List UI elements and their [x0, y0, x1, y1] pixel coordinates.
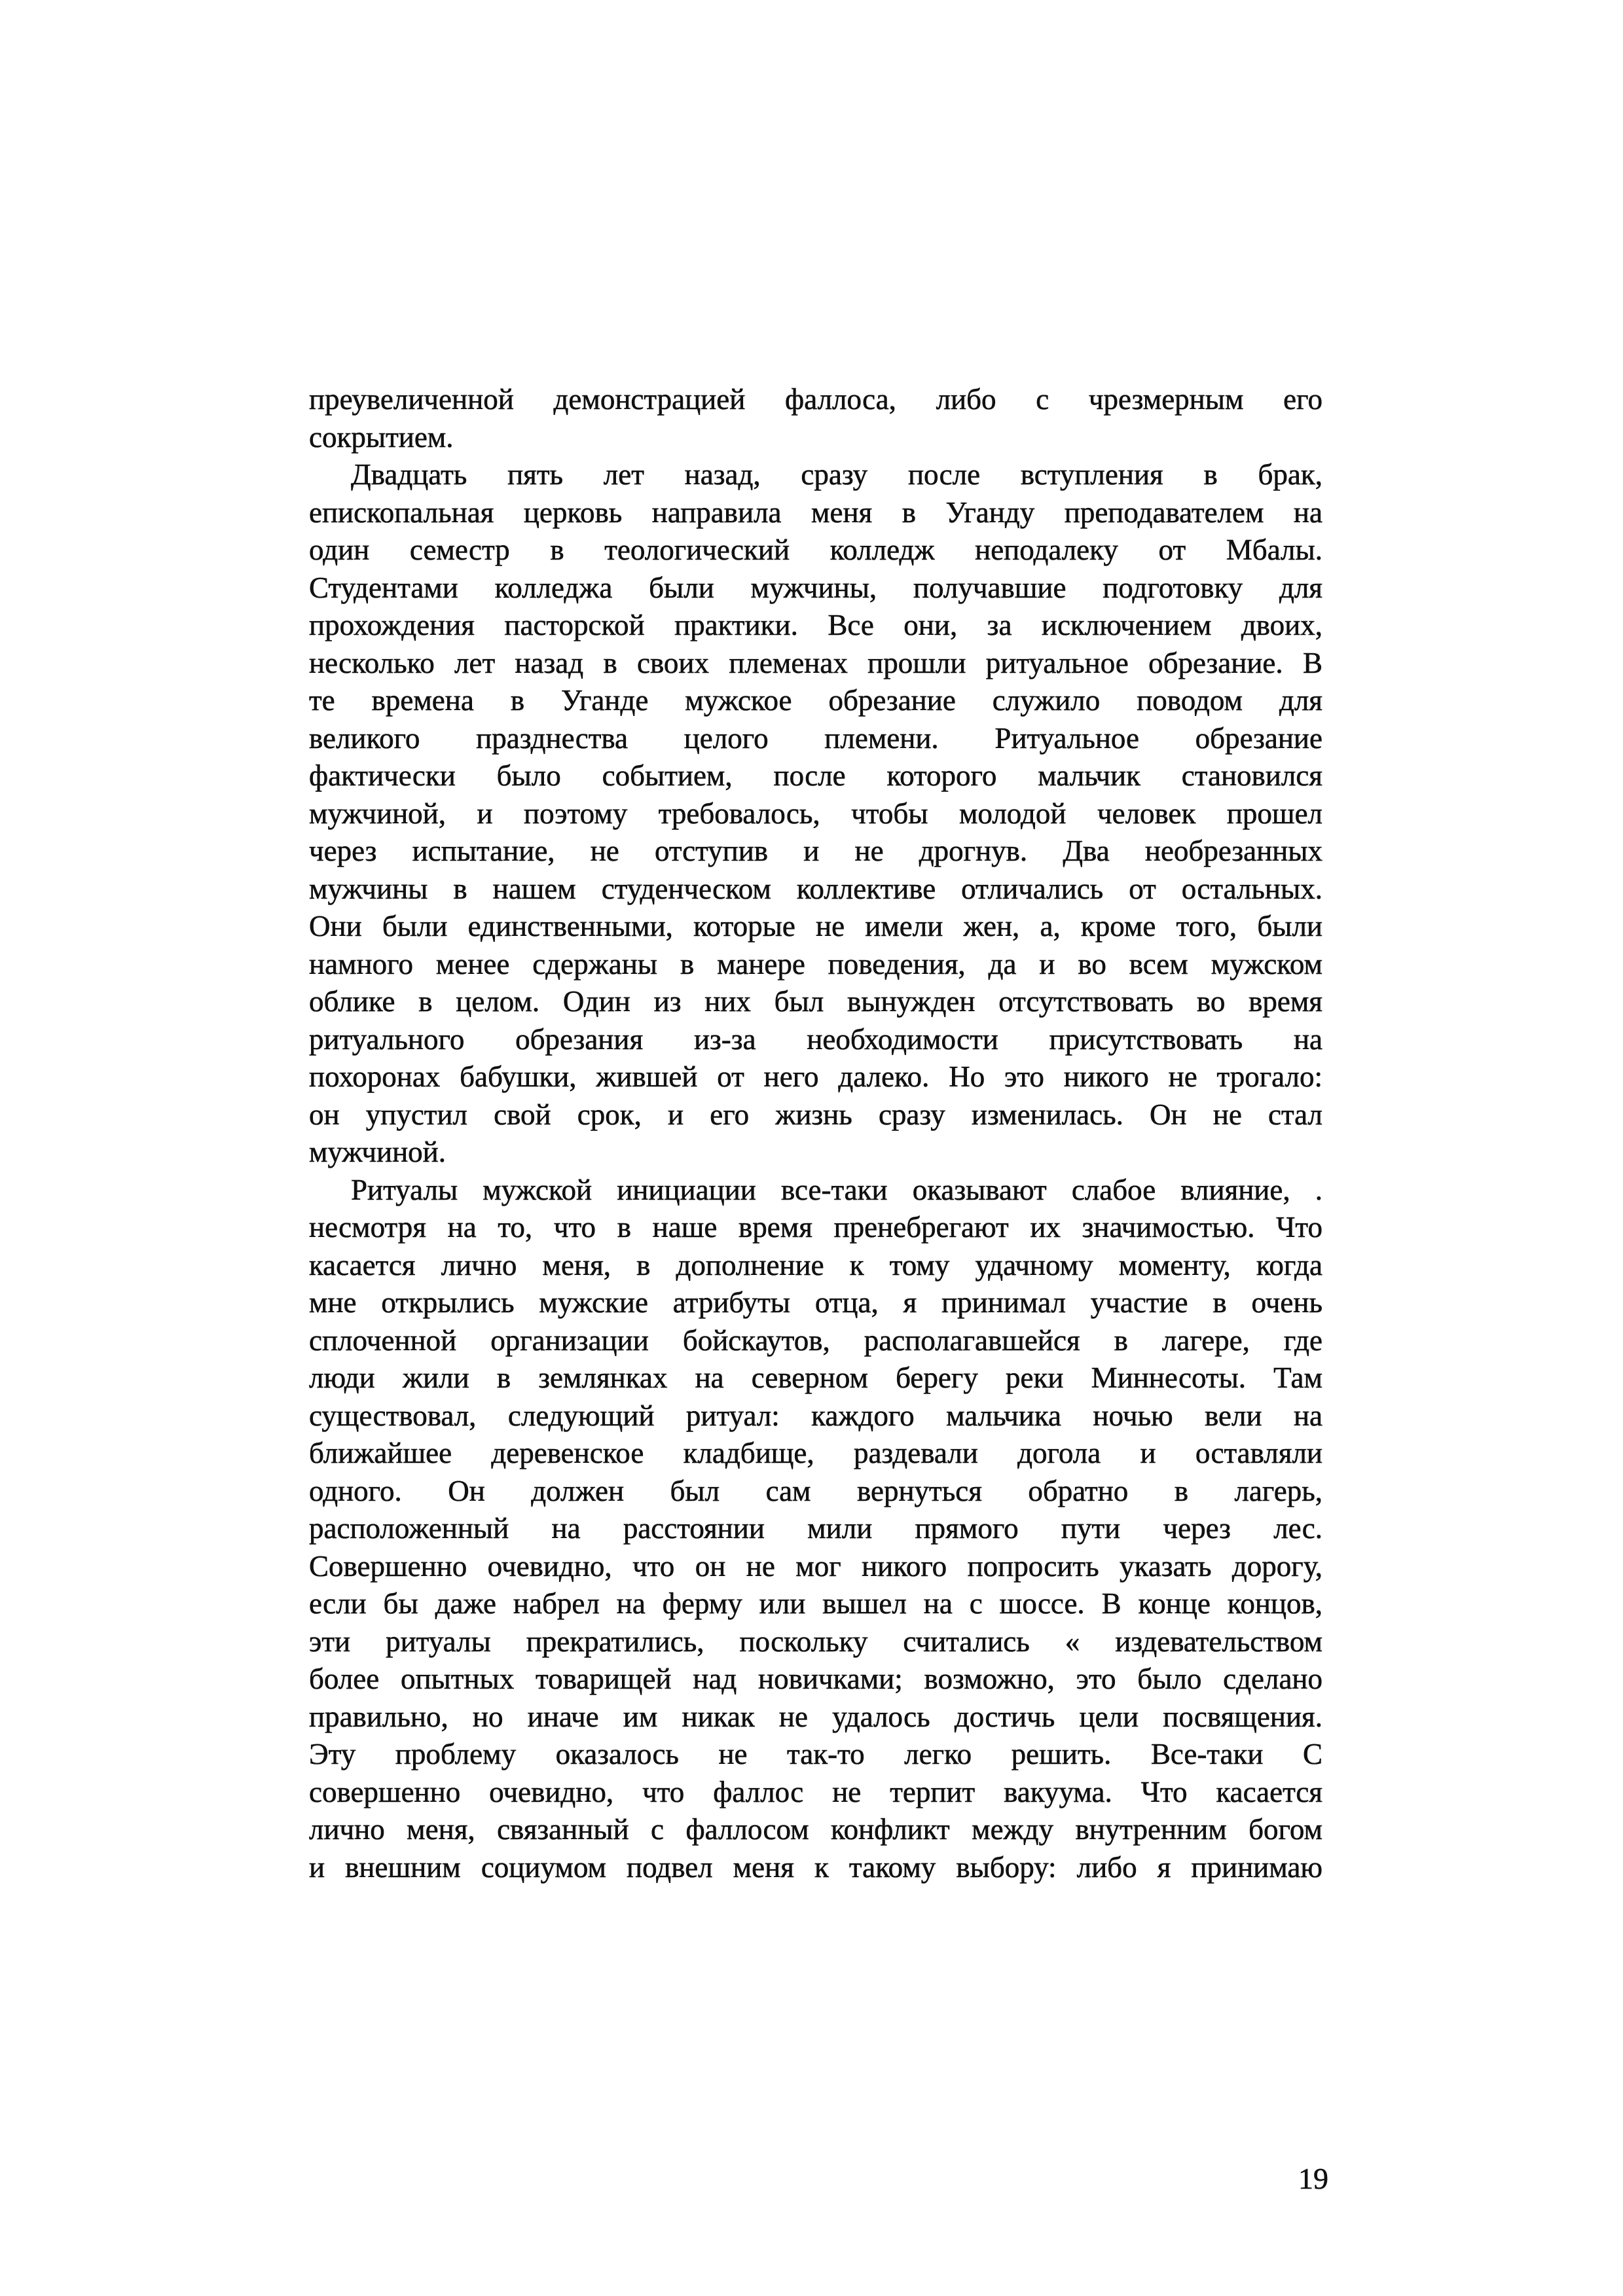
- text-line: несмотря на то, что в наше время пренебрегают их значимостью. Что: [309, 1211, 1322, 1244]
- text-line: лично меня, связанный с фаллосом конфликт между внутренним богом: [309, 1813, 1322, 1846]
- text-line: облике в целом. Один из них был вынужден отсутствовать во время: [309, 985, 1322, 1018]
- text-line: он упустил свой срок, и его жизнь сразу изменилась. Он не стал: [309, 1098, 1322, 1131]
- text-line: преувеличенной демонстрацией фаллоса, либо с чрезмерным его: [309, 383, 1322, 416]
- text-line: несколько лет назад в своих племенах прошли ритуальное обрезание. В: [309, 646, 1322, 679]
- text-line: сокрытием.: [309, 420, 454, 454]
- text-line: если бы даже набрел на ферму или вышел на с шоссе. В конце концов,: [309, 1587, 1322, 1620]
- text-line: люди жили в землянках на северном берегу реки Миннесоты. Там: [309, 1361, 1322, 1394]
- page-number: 19: [1298, 2162, 1328, 2195]
- text-line: мне открылись мужские атрибуты отца, я принимал участие в очень: [309, 1286, 1322, 1319]
- text-line: Совершенно очевидно, что он не мог никого попросить указать дорогу,: [309, 1549, 1322, 1583]
- text-line: существовал, следующий ритуал: каждого мальчика ночью вели на: [309, 1399, 1322, 1432]
- body-text: [309, 381, 1322, 1886]
- text-line: мужчиной.: [309, 1136, 446, 1168]
- text-line: великого празднества целого племени. Ритуальное обрезание: [309, 721, 1322, 755]
- text-line: Двадцать пять лет назад, сразу после вступления в брак,: [351, 458, 1322, 491]
- text-line: совершенно очевидно, что фаллос не терпит вакуума. Что касается: [309, 1775, 1322, 1808]
- text-line: касается лично меня, в дополнение к тому удачному моменту, когда: [309, 1248, 1322, 1282]
- text-line: Они были единственными, которые не имели жен, а, кроме того, были: [309, 910, 1322, 942]
- text-line: одного. Он должен был сам вернуться обратно в лагерь,: [309, 1474, 1322, 1507]
- text-line: эти ритуалы прекратились, поскольку считались « издевательством: [309, 1624, 1322, 1658]
- text-line: Ритуалы мужской инициации все-таки оказывают слабое влияние, .: [351, 1173, 1322, 1206]
- text-line: те времена в Уганде мужское обрезание служило поводом для: [309, 684, 1322, 717]
- text-line: правильно, но иначе им никак не удалось достичь цели посвящения.: [309, 1700, 1322, 1733]
- text-line: Студентами колледжа были мужчины, получавшие подготовку для: [309, 571, 1322, 604]
- text-line: ближайшее деревенское кладбище, раздевали догола и оставляли: [309, 1437, 1322, 1469]
- text-line: расположенный на расстоянии мили прямого пути через лес.: [309, 1512, 1322, 1545]
- text-line: намного менее сдержаны в манере поведения, да и во всем мужском: [309, 947, 1322, 980]
- text-line: сплоченной организации бойскаутов, располагавшейся в лагере, где: [309, 1323, 1322, 1357]
- text-line: фактически было событием, после которого мальчик становился: [309, 759, 1322, 792]
- text-line: прохождения пасторской практики. Все они, за исключением двоих,: [309, 609, 1322, 641]
- text-line: похоронах бабушки, жившей от него далеко. Но это никого не трогало:: [309, 1060, 1322, 1093]
- text-line: более опытных товарищей над новичками; возможно, это было сделано: [309, 1662, 1322, 1695]
- text-line: один семестр в теологический колледж неподалеку от Мбалы.: [309, 533, 1322, 566]
- text-line: ритуального обрезания из-за необходимости присутствовать на: [309, 1022, 1322, 1056]
- text-line: через испытание, не отступив и не дрогнув. Два необрезанных: [309, 834, 1322, 867]
- text-line: и внешним социумом подвел меня к такому выбору: либо я принимаю: [309, 1850, 1322, 1884]
- text-line: епископальная церковь направила меня в Уганду преподавателем на: [309, 495, 1322, 529]
- text-line: мужчины в нашем студенческом коллективе отличались от остальных.: [309, 872, 1322, 905]
- text-line: мужчиной, и поэтому требовалось, чтобы молодой человек прошел: [309, 797, 1322, 830]
- text-line: Эту проблему оказалось не так-то легко решить. Все-таки С: [309, 1738, 1322, 1770]
